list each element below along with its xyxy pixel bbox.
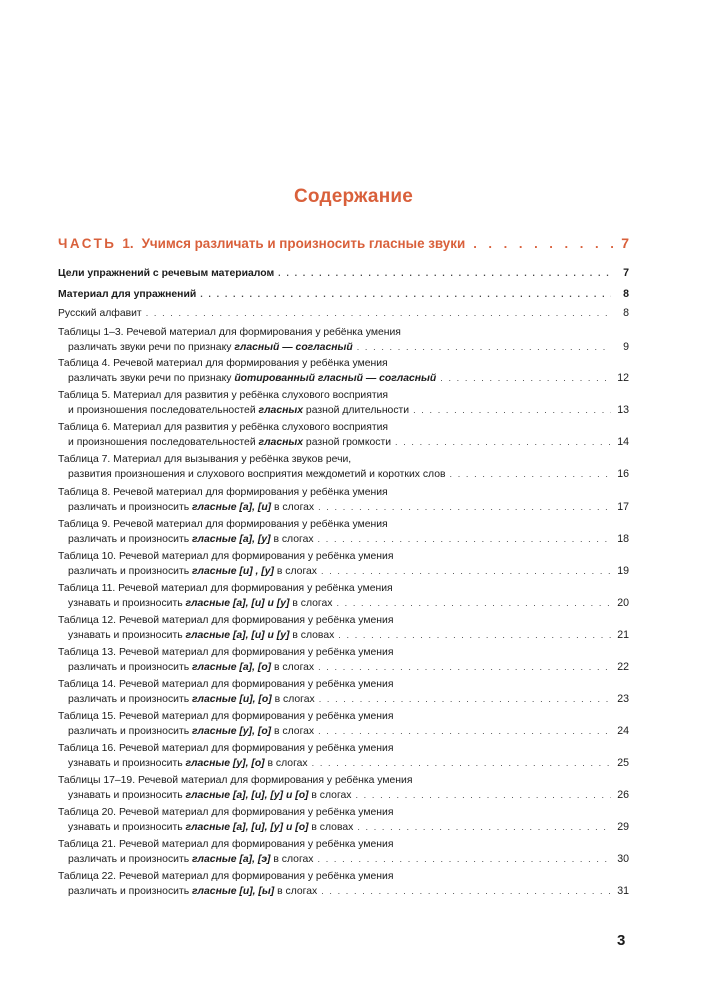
toc-entry-emphasis: гласные [а], [и], [у] и [о] [185,822,309,833]
toc-entry-segment: в слогах [274,886,318,897]
toc-entry-last-line [58,820,629,834]
toc-entry-line [58,326,629,340]
toc-entry-segment: в слогах [270,854,314,865]
toc-entry-last-line [58,724,629,738]
toc-page-number: 13 [617,404,629,416]
toc-entry-emphasis: гласные [у], [о] [192,726,272,737]
dot-leader [318,660,611,674]
toc-page-number: 31 [617,885,629,897]
toc-entry-last-line [58,340,629,354]
dot-leader [318,500,611,514]
toc-entry-segment: и произношения последовательностей [68,405,259,416]
toc-entry-emphasis: гласные [и], [о] [192,694,272,705]
toc-page-number: 12 [617,372,629,384]
dot-leader [336,596,611,610]
toc-entry-last-line [58,596,629,610]
toc-entry-segment: различать и произносить [68,662,192,673]
toc-entry-text [58,486,388,500]
toc-entry-segment: Таблица 12. Речевой материал для формирования у ребёнка умения [58,615,394,626]
toc-entry-segment: разной громкости [303,437,392,448]
toc-entry-text [58,742,393,756]
dot-leader [450,467,611,481]
toc-entry-segment: различать и произносить [68,566,192,577]
toc-entry-text [58,774,412,788]
page-number: 3 [617,932,626,949]
toc-entry-segment: Таблица 11. Речевой материал для формирования у ребёнка умения [58,583,393,594]
toc-entry-text [68,885,317,899]
toc-entry-segment: Таблица 5. Материал для развития у ребёнка слухового восприятия [58,390,389,401]
page-title: Содержание [293,186,414,207]
toc-entry-last-line [58,628,629,642]
part-dot-leader [473,236,613,251]
toc-entry-last-line [58,467,629,481]
toc-entry-segment: Таблицы 17–19. Речевой материал для формирования у ребёнка умения [58,775,413,786]
toc-entry-line [58,453,629,467]
toc-page-number: 30 [617,853,629,865]
toc-entry[interactable] [58,306,629,320]
toc-entry-last-line [58,266,629,280]
toc-entry-line [58,678,629,692]
dot-leader [200,287,611,301]
toc-page-number: 23 [617,693,629,705]
toc-entry-text [68,565,317,579]
toc-entry-text [58,806,393,820]
toc-entry-segment: в слогах [271,502,315,513]
toc-entry-text [68,436,391,450]
toc-entry-segment: Таблица 13. Речевой материал для формирования у ребёнка умения [58,647,394,658]
toc-entry-line [58,614,629,628]
toc-page-number: 19 [617,565,629,577]
toc-entry-text [58,518,388,532]
toc-page-number: 9 [623,341,629,353]
toc-entry-last-line [58,852,629,866]
toc-entry-segment: Таблица 6. Материал для развития у ребёнка слухового восприятия [58,422,389,433]
toc-entry-last-line [58,306,629,320]
toc-entry-text [58,678,393,692]
toc-entry-text [68,789,351,803]
toc-entry[interactable] [58,518,629,546]
toc-entry[interactable] [58,582,629,610]
toc-entry-segment: различать звуки речи по признаку [68,342,235,353]
toc-entry-emphasis: гласных [258,405,304,416]
toc-entry-text [68,725,314,739]
toc-entry-emphasis: гласные [а], [и] и [у] [185,630,290,641]
dot-leader [312,756,611,770]
toc-entry-line [58,646,629,660]
toc-entry-emphasis: гласные [а], [и] [192,502,272,513]
dot-leader [146,306,611,320]
toc-entry-segment: узнавать и произносить [68,822,186,833]
toc-entry-segment: в слогах [274,566,317,577]
toc-entry-last-line [58,884,629,898]
toc-entry[interactable] [58,870,629,898]
dot-leader [278,266,611,280]
toc-entry[interactable] [58,742,629,770]
toc-entry-segment: узнавать и произносить [68,630,186,641]
toc-entry-line [58,389,629,403]
toc-entry-text [58,326,401,340]
toc-entry-line [58,774,629,788]
dot-leader [413,403,611,417]
toc-entry-segment: Таблица 20. Речевой материал для формирования у ребёнка умения [58,807,394,818]
dot-leader [321,564,611,578]
toc-entry-text [58,421,388,435]
toc-entry-segment: Таблица 10. Речевой материал для формирования у ребёнка умения [58,551,394,562]
part-page-number: 7 [621,235,629,251]
toc-entry-segment: в слогах [308,790,352,801]
toc-entry-segment: Таблица 7. Материал для вызывания у ребёнка звуков речи, [58,454,352,465]
toc-entry-text [68,341,353,355]
toc-entry[interactable] [58,774,629,802]
toc-entry-segment: Таблица 21. Речевой материал для формирования у ребёнка умения [58,839,394,850]
toc-entry-text [58,389,388,403]
part-number: 1. [122,236,134,251]
toc-entry[interactable] [58,287,629,301]
toc-entry-segment: различать и произносить [68,502,192,513]
toc-page-number: 8 [623,307,629,319]
toc-entry-segment: и произношения последовательностей [68,437,259,448]
toc-entry-emphasis: гласные [а], [у] [192,534,271,545]
toc-entry-segment: в слогах [264,758,308,769]
toc-entry-emphasis: гласные [а], [и], [у] и [о] [185,790,309,801]
toc-entry-segment: развития произношения и слухового восприятия междометий и коротких слов [68,469,446,480]
dot-leader [355,788,611,802]
dot-leader [318,724,611,738]
toc-entry-last-line [58,660,629,674]
toc-entry-emphasis: гласные [у], [о] [185,758,265,769]
toc-entry-line [58,582,629,596]
toc-entry-text [68,468,446,482]
toc-entry-text [68,693,315,707]
dot-leader [338,628,611,642]
toc-page-number: 26 [617,789,629,801]
toc-page-number: 24 [617,725,629,737]
toc-entry-line [58,550,629,564]
dot-leader [318,532,611,546]
toc-entry-segment: Таблица 9. Речевой материал для формирования у ребёнка умения [58,519,388,530]
toc-entry-last-line [58,692,629,706]
toc-entry-line [58,357,629,371]
toc-entry-last-line [58,564,629,578]
toc-entry[interactable] [58,357,629,385]
toc-entry-line [58,806,629,820]
toc-entry-text [58,614,393,628]
toc-entry-text [58,267,274,281]
dot-leader [357,340,611,354]
toc-entry-line [58,486,629,500]
toc-entry-segment: различать и произносить [68,854,192,865]
toc-entry-emphasis: гласные [а], [э] [192,854,271,865]
toc-entry[interactable] [58,453,629,481]
toc-entry-text [68,597,332,611]
toc-entry-text [58,870,393,884]
toc-page-number: 21 [617,629,629,641]
toc-entry-segment: Цели упражнений с речевым материалом [58,268,275,279]
toc-entry-text [58,646,393,660]
toc-entry-segment: в слогах [271,662,315,673]
toc-entry-line [58,518,629,532]
toc-entry-line [58,870,629,884]
toc-entry-segment: в слогах [270,534,314,545]
toc-entry-line [58,742,629,756]
toc-entry-segment: Таблица 16. Речевой материал для формирования у ребёнка умения [58,743,394,754]
toc-entry[interactable] [58,486,629,514]
toc-entry-text [68,821,353,835]
toc-entry-segment: в слогах [271,726,315,737]
toc-entry-last-line [58,788,629,802]
toc-entry[interactable] [58,678,629,706]
toc-entry-segment: различать звуки речи по признаку [68,373,235,384]
toc-entry-segment: узнавать и произносить [68,790,186,801]
part-title: Учимся различать и произносить гласные звуки [141,236,466,251]
toc-entry-emphasis: гласные [а], [и] и [у] [185,598,290,609]
toc-page-number: 20 [617,597,629,609]
toc-entry-text [58,838,393,852]
dot-leader [319,692,611,706]
toc-page-number: 16 [617,468,629,480]
dot-leader [321,884,611,898]
toc-entry-last-line [58,435,629,449]
dot-leader [318,852,612,866]
toc-entry[interactable] [58,421,629,449]
toc-entry-last-line [58,371,629,385]
toc-entry-last-line [58,532,629,546]
toc-entry-last-line [58,756,629,770]
toc-entry-segment: различать и произносить [68,886,192,897]
part-label: ЧАСТЬ [58,236,117,251]
toc-page-number: 7 [623,267,629,279]
toc-entry-emphasis: гласные [и], [ы] [192,886,275,897]
toc-entry-line [58,710,629,724]
toc-entry-text [68,757,308,771]
toc-entry-segment: узнавать и произносить [68,598,186,609]
toc-entry[interactable] [58,389,629,417]
toc-entry-segment: различать и произносить [68,694,192,705]
toc-entry-emphasis: гласных [258,437,304,448]
toc-entry-segment: Материал для упражнений [58,289,197,300]
toc-entry[interactable] [58,266,629,280]
toc-entry-emphasis: йотированный гласный — согласный [234,373,437,384]
toc-entry-text [58,357,388,371]
toc-entry-text [68,501,314,515]
toc-entry-emphasis: гласные [и] , [у] [192,566,275,577]
toc-entry-text [58,582,393,596]
toc-page-number: 18 [617,533,629,545]
toc-page-number: 29 [617,821,629,833]
toc-entry-segment: Таблица 14. Речевой материал для формирования у ребёнка умения [58,679,394,690]
toc-entry[interactable] [58,646,629,674]
toc-entry-segment: различать и произносить [68,534,192,545]
toc-entry-line [58,838,629,852]
toc-entry-text [68,853,314,867]
toc-page-number: 8 [623,288,629,300]
toc-page-number: 22 [617,661,629,673]
toc-entry-text [58,288,196,302]
dot-leader [440,371,611,385]
toc-entry[interactable] [58,614,629,642]
toc-entry-segment: Таблица 8. Речевой материал для формирования у ребёнка умения [58,487,388,498]
toc-entry-segment: разной длительности [303,405,410,416]
toc-entry-line [58,421,629,435]
toc-entry-text [58,307,142,321]
toc-entry-text [58,710,393,724]
toc-page-number: 17 [617,501,629,513]
toc-entry-segment: Таблица 4. Речевой материал для формирования у ребёнка умения [58,358,388,369]
toc-entry[interactable] [58,838,629,866]
toc-page-number: 14 [617,436,629,448]
toc-entry-segment: Таблица 22. Речевой материал для формирования у ребёнка умения [58,871,394,882]
toc-entry-segment: Русский алфавит [58,308,142,319]
toc-entry-segment: в словах [308,822,354,833]
toc-entry-emphasis: гласные [а], [о] [192,662,272,673]
toc-entry-text [58,453,351,467]
toc-entry-text [68,533,314,547]
toc-entry-segment: различать и произносить [68,726,192,737]
toc-entry[interactable] [58,806,629,834]
toc-page-number: 25 [617,757,629,769]
toc-entry-last-line [58,403,629,417]
toc-entry-text [58,550,393,564]
toc-entry-emphasis: гласный — согласный [234,342,353,353]
toc-entry-segment: в слогах [289,598,333,609]
toc-entry-text [68,372,436,386]
toc-entry-segment: в слогах [271,694,315,705]
toc-entry-text [68,629,334,643]
toc-entry-text [68,661,314,675]
toc-entry[interactable] [58,710,629,738]
toc-entry-last-line [58,500,629,514]
toc-entry-text [68,404,409,418]
dot-leader [395,435,611,449]
toc-entry-segment: Таблица 15. Речевой материал для формирования у ребёнка умения [58,711,394,722]
toc-entry[interactable] [58,326,629,354]
part-heading [58,235,629,255]
toc-entry-segment: узнавать и произносить [68,758,186,769]
toc-entry-segment: в словах [289,630,335,641]
dot-leader [357,820,611,834]
toc-entry-last-line [58,287,629,301]
toc-entry[interactable] [58,550,629,578]
toc-entry-segment: Таблицы 1–3. Речевой материал для формирования у ребёнка умения [58,327,401,338]
